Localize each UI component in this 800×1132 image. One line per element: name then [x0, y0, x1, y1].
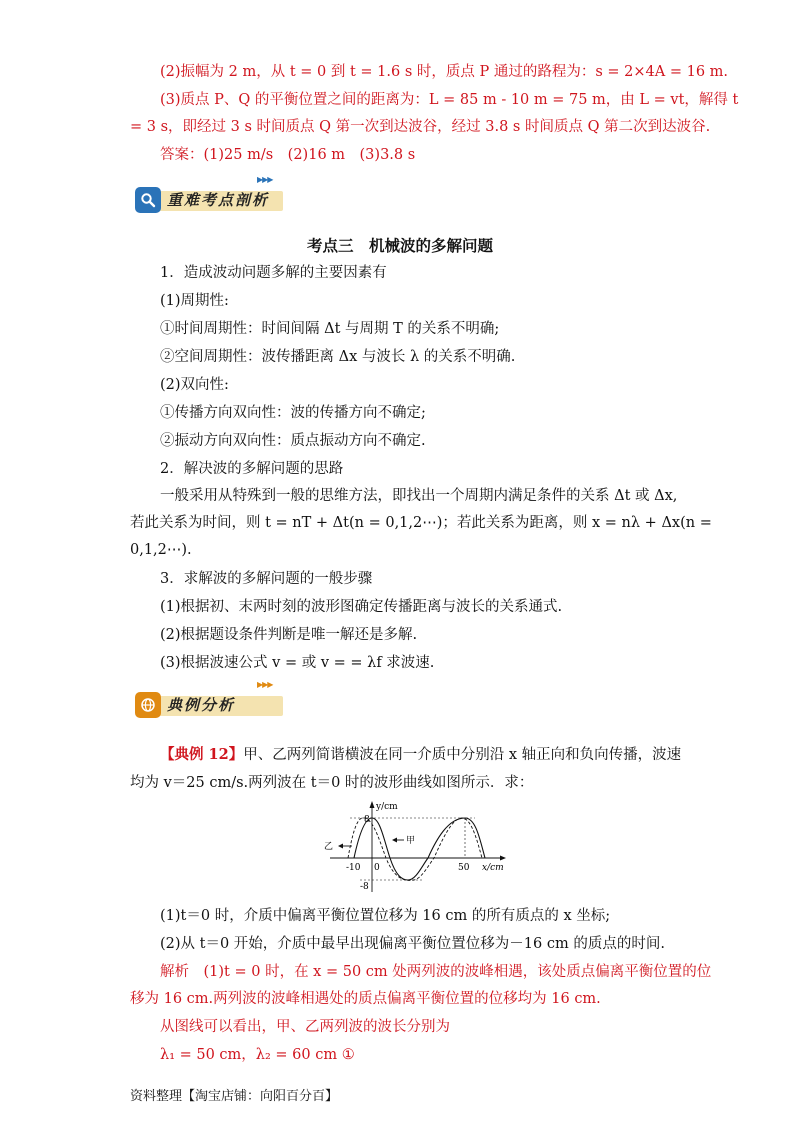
para-14: (2)根据题设条件判断是唯一解还是多解.: [160, 627, 418, 643]
para-13: (1)根据初、末两时刻的波形图确定传播距离与波长的关系通式.: [160, 599, 563, 615]
para-11: 0,1,2⋯).: [130, 542, 192, 558]
example-tag: 【典例 12】: [160, 746, 244, 763]
answer-summary: 答案：(1)25 m/s (2)16 m (3)3.8 s: [160, 147, 416, 163]
x-axis-label: x/cm: [482, 863, 504, 873]
arrows-icon: ▶▶▶: [257, 175, 273, 184]
para-15: (3)根据波速公式 v = 或 v = = λf 求波速.: [160, 655, 435, 671]
example-text-2: 均为 v＝25 cm/s.两列波在 t＝0 时的波形曲线如图所示．求：: [130, 775, 534, 791]
analysis-line-1: 解析 (1)t = 0 时，在 x = 50 cm 处两列波的波峰相遇，该处质点偏离平衡位置的位: [160, 964, 712, 980]
key-points-banner: [135, 175, 285, 215]
para-7: ②振动方向双向性：质点振动方向不确定.: [160, 433, 426, 449]
para-3: ①时间周期性：时间间隔 Δt 与周期 T 的关系不明确;: [160, 321, 500, 337]
answer-line-3b: = 3 s，即经过 3 s 时间质点 Q 第一次到达波谷，经过 3.8 s 时间质点 Q 第二次到达波谷.: [130, 119, 711, 135]
banner-title: 重难考点剖析: [167, 191, 270, 209]
x-tick-50: 50: [458, 863, 470, 873]
example-analysis-banner: [135, 680, 285, 720]
example-intro: [160, 745, 705, 765]
para-2: (1)周期性:: [160, 293, 229, 309]
y-axis-arrow: [370, 801, 375, 808]
para-10: 若此关系为时间，则 t = nT + Δt(n = 0,1,2⋯)；若此关系为距离，则 x = nλ + Δx(n =: [130, 515, 712, 531]
question-2: (2)从 t＝0 开始，介质中最早出现偏离平衡位置位移为－16 cm 的质点的时间.: [160, 936, 665, 952]
section-heading: 考点三 机械波的多解问题: [306, 236, 493, 255]
answer-line-3a: (3)质点 P、Q 的平衡位置之间的距离为：L = 85 m - 10 m = 75 m，由 L = vt，解得 t: [160, 92, 739, 108]
para-8: 2．解决波的多解问题的思路: [160, 461, 344, 477]
para-6: ①传播方向双向性：波的传播方向不确定;: [160, 405, 426, 421]
wave-label-yi: 乙: [324, 842, 334, 852]
wave-label-jia: 甲: [406, 836, 416, 846]
arrow-yi-head: [338, 844, 343, 849]
x-tick-neg10: -10: [346, 863, 361, 873]
para-4: ②空间周期性：波传播距离 Δx 与波长 λ 的关系不明确.: [160, 349, 516, 365]
globe-icon: [135, 692, 161, 718]
para-5: (2)双向性:: [160, 377, 229, 393]
analysis-line-3: 从图线可以看出，甲、乙两列波的波长分别为: [160, 1019, 450, 1035]
para-9: 一般采用从特殊到一般的思维方法，即找出一个周期内满足条件的关系 Δt 或 Δx,: [160, 488, 678, 504]
analysis-line-2: 移为 16 cm.两列波的波峰相遇处的质点偏离平衡位置的位移均为 16 cm.: [130, 991, 601, 1007]
y-tick-bottom: -8: [360, 882, 369, 892]
magnifier-icon: [135, 187, 161, 213]
wave-figure: [310, 800, 510, 895]
answer-line-2: (2)振幅为 2 m，从 t = 0 到 t = 1.6 s 时，质点 P 通过的路程为：s = 2×4A = 16 m.: [160, 64, 729, 80]
para-12: 3．求解波的多解问题的一般步骤: [160, 571, 373, 587]
question-1: (1)t＝0 时，介质中偏离平衡位置位移为 16 cm 的所有质点的 x 坐标;: [160, 908, 611, 924]
banner-title: 典例分析: [167, 696, 236, 714]
arrows-icon: ▶▶▶: [257, 680, 273, 689]
x-tick-0: 0: [374, 863, 380, 873]
x-axis-arrow: [500, 856, 506, 861]
para-1: 1．造成波动问题多解的主要因素有: [160, 265, 387, 281]
example-text-1: 甲、乙两列简谐横波在同一介质中分别沿 x 轴正向和负向传播，波速: [243, 747, 682, 763]
analysis-line-4: λ₁ = 50 cm，λ₂ = 60 cm ①: [160, 1047, 355, 1063]
arrow-jia-head: [392, 838, 397, 843]
y-tick-top: 8: [364, 815, 370, 825]
footer-note: 资料整理【淘宝店铺：向阳百分百】: [130, 1089, 339, 1104]
y-axis-label: y/cm: [376, 802, 398, 812]
